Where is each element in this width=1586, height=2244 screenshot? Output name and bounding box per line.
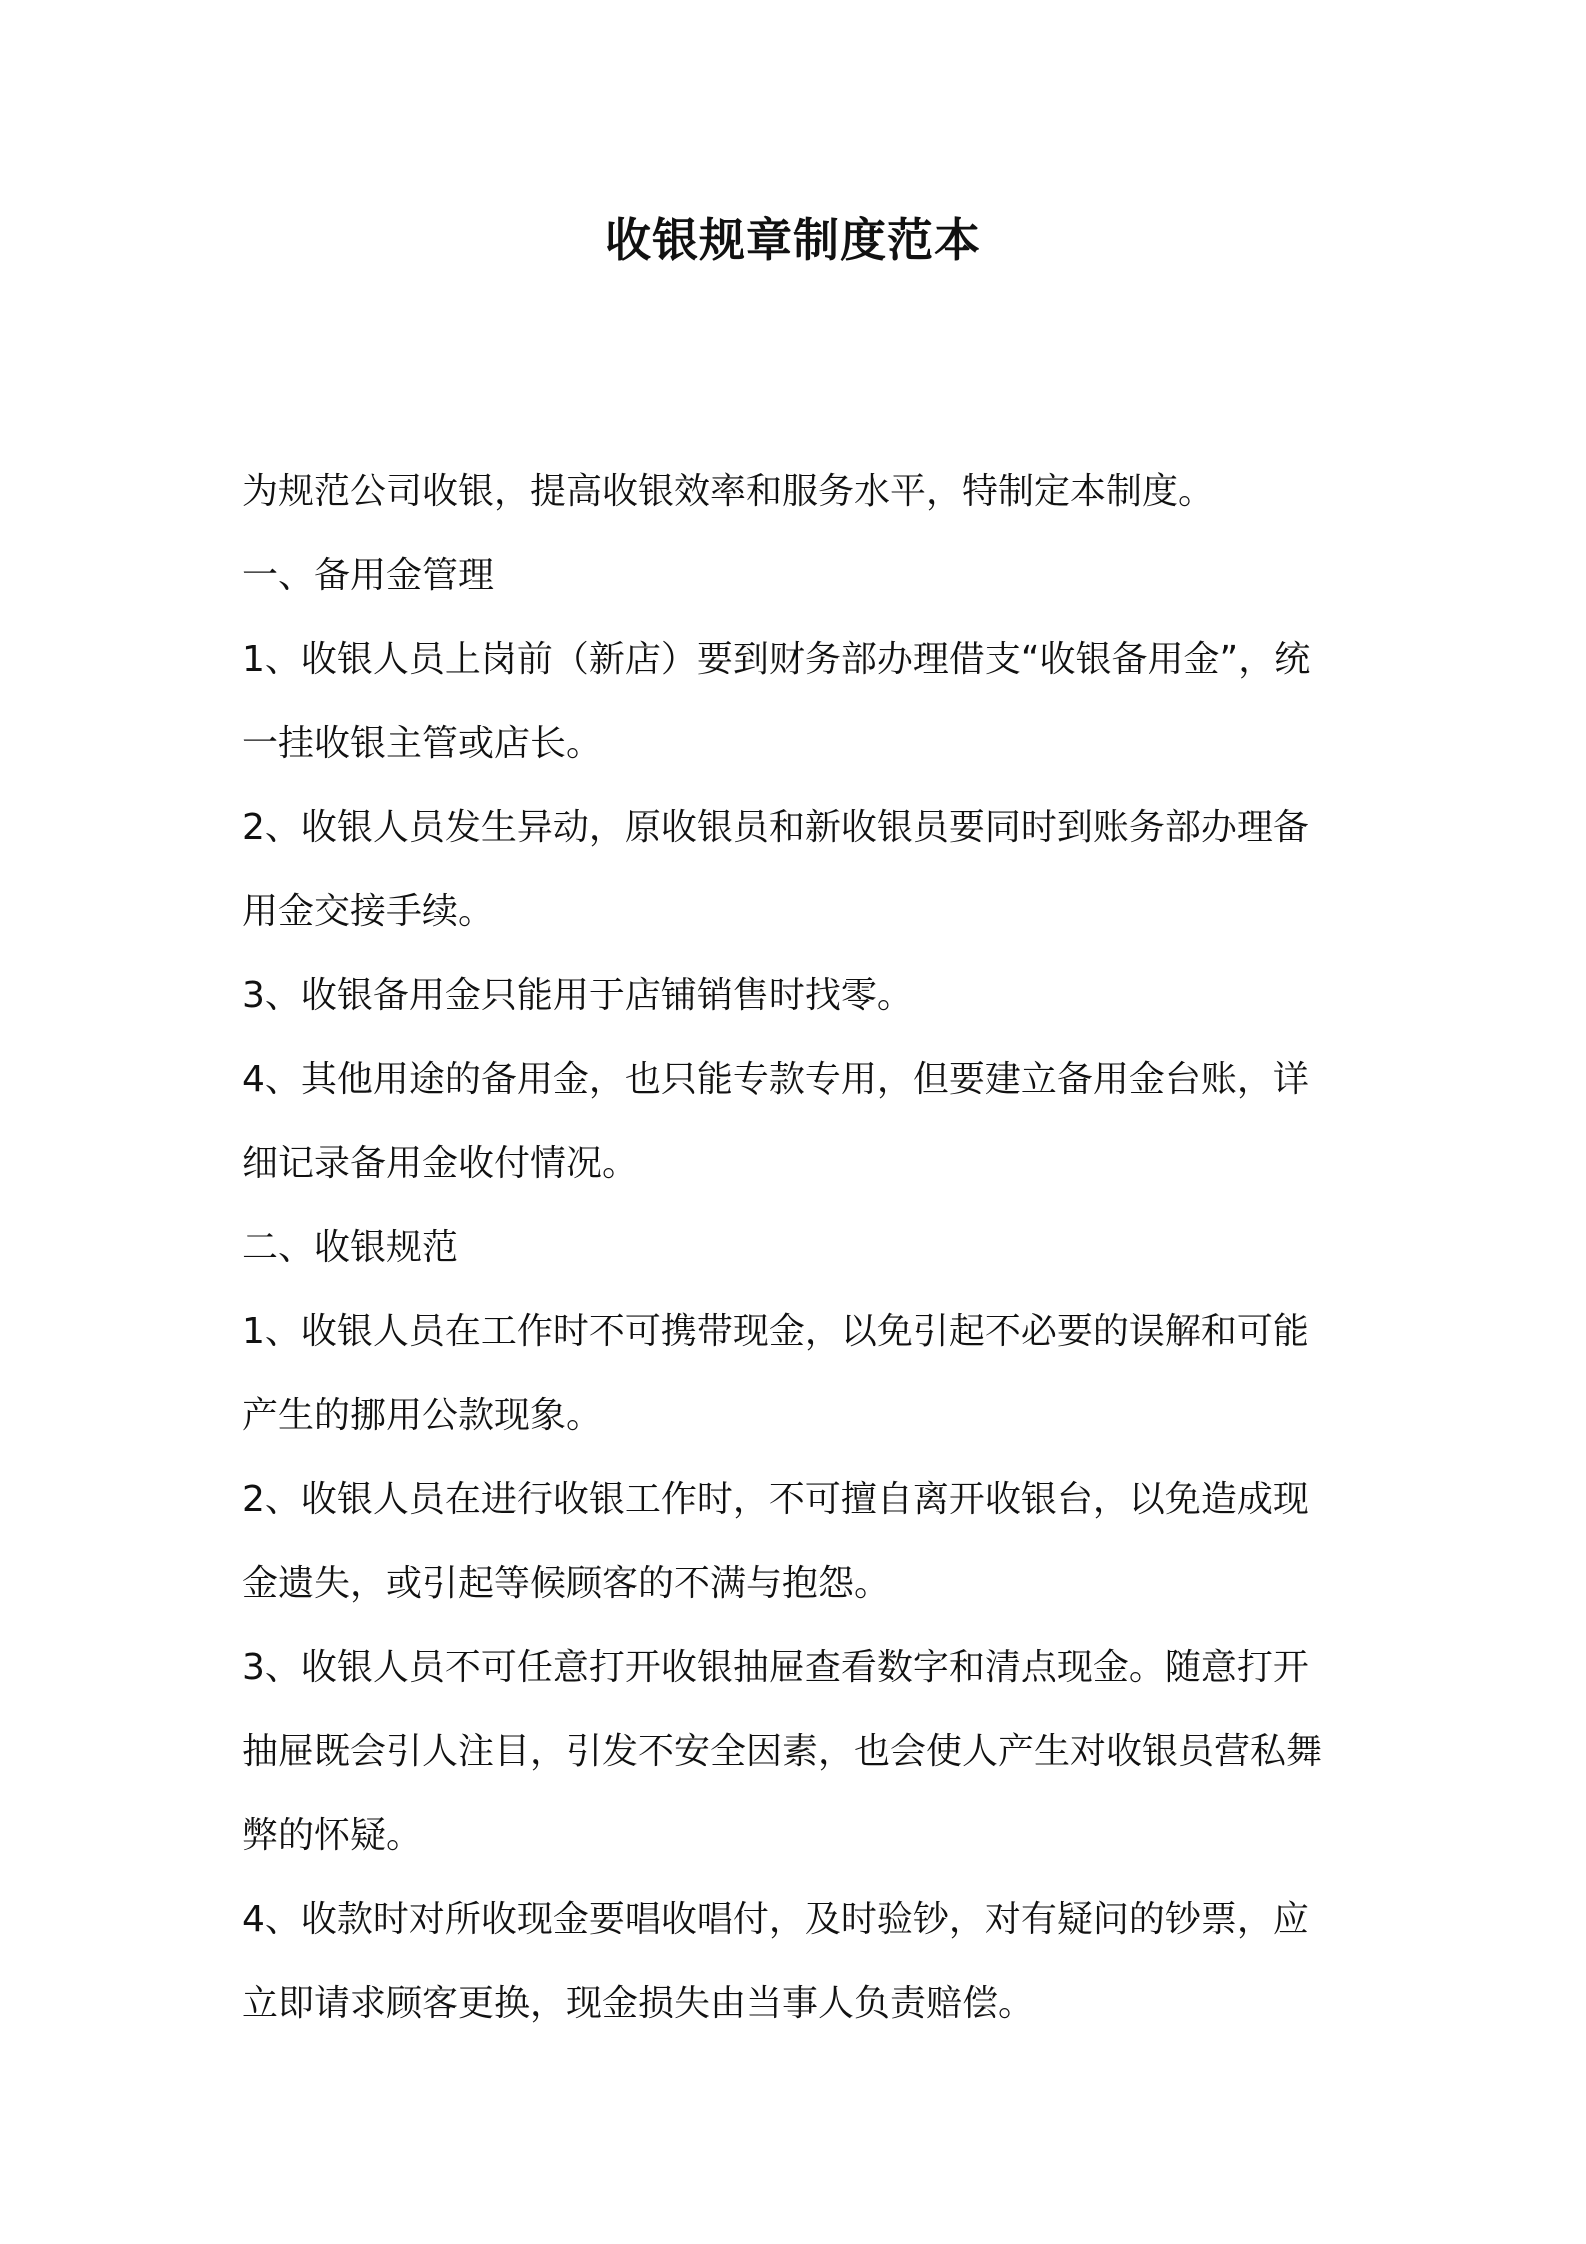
document-body — [242, 450, 1362, 2046]
cashier-item-2-line-1: 2、收银人员在进行收银工作时，不可擅自离开收银台，以免造成现 — [242, 1479, 1309, 1520]
cashier-item-1-line-2: 产生的挪用公款现象。 — [242, 1395, 603, 1436]
cashier-item-4-line-2: 立即请求顾客更换，现金损失由当事人负责赔偿。 — [242, 1983, 1035, 2024]
cashier-item-3-line-2: 抽屉既会引人注目，引发不安全因素，也会使人产生对收银员营私舞 — [242, 1731, 1323, 1772]
cashier-item-4-line-1: 4、收款时对所收现金要唱收唱付，及时验钞，对有疑问的钞票，应 — [242, 1899, 1309, 1940]
document-title: 收银规章制度范本 — [605, 213, 981, 267]
reserve-item-4-line-2: 细记录备用金收付情况。 — [242, 1143, 639, 1184]
reserve-item-2-line-1: 2、收银人员发生异动，原收银员和新收银员要同时到账务部办理备 — [242, 807, 1309, 848]
reserve-item-3-line-1: 3、收银备用金只能用于店铺销售时找零。 — [242, 975, 913, 1016]
cashier-item-1-line-1: 1、收银人员在工作时不可携带现金，以免引起不必要的误解和可能 — [242, 1311, 1309, 1352]
reserve-item-1-line-2: 一挂收银主管或店长。 — [242, 723, 603, 764]
section-heading-cashier-rules: 二、收银规范 — [242, 1227, 459, 1268]
cashier-item-3-line-1: 3、收银人员不可任意打开收银抽屉查看数字和清点现金。随意打开 — [242, 1647, 1309, 1688]
reserve-item-1-line-1: 1、收银人员上岗前（新店）要到财务部办理借支“收银备用金”，统 — [242, 639, 1311, 680]
reserve-item-2-line-2: 用金交接手续。 — [242, 891, 495, 932]
cashier-item-3-line-3: 弊的怀疑。 — [242, 1815, 423, 1856]
cashier-item-2-line-2: 金遗失，或引起等候顾客的不满与抱怨。 — [242, 1563, 891, 1604]
intro-line: 为规范公司收银，提高收银效率和服务水平，特制定本制度。 — [242, 471, 1215, 512]
reserve-item-4-line-1: 4、其他用途的备用金，也只能专款专用，但要建立备用金台账，详 — [242, 1059, 1309, 1100]
section-heading-reserve-fund: 一、备用金管理 — [242, 555, 495, 596]
